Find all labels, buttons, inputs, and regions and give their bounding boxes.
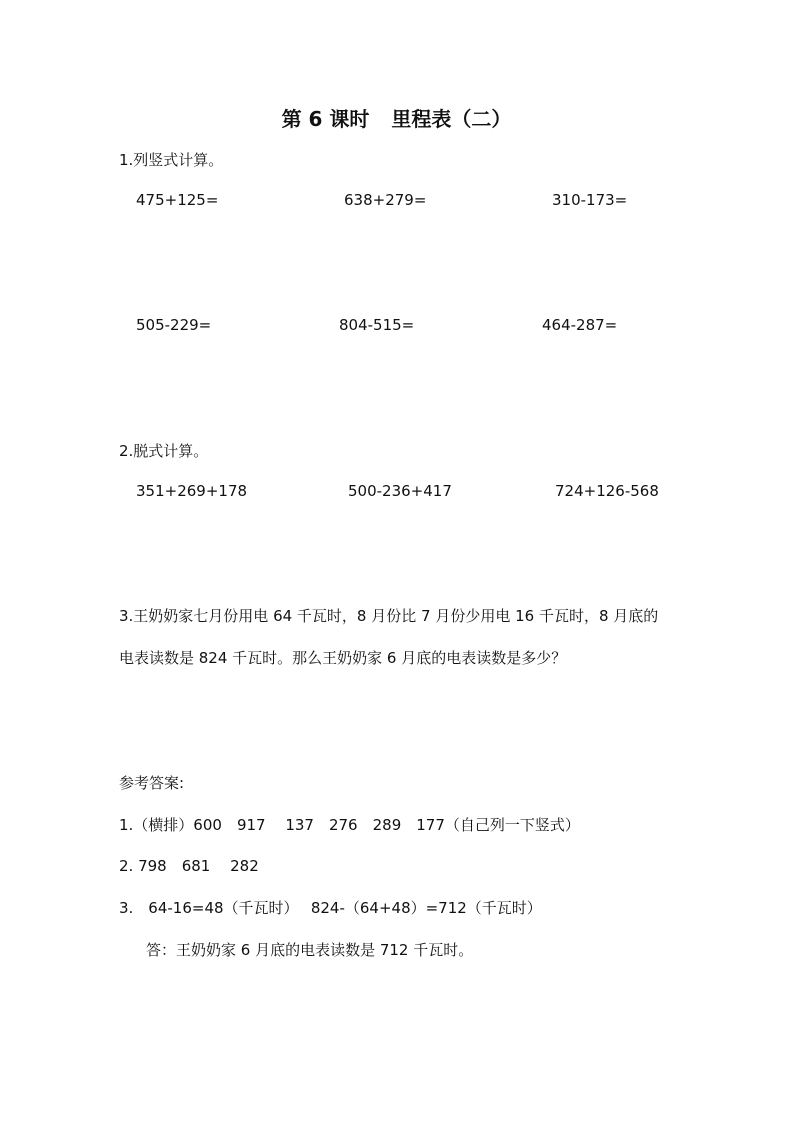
expression: 500-236+417 [348,482,452,500]
expression: 804-515= [339,316,415,334]
title-topic: 里程表（二） [391,107,512,131]
section2-heading: 2.脱式计算。 [119,442,209,460]
section1-heading: 1.列竖式计算。 [119,151,224,169]
page-title [0,103,793,132]
expression: 638+279= [344,191,427,209]
expression: 351+269+178 [136,482,248,500]
answer-line: 2. 798 681 282 [119,857,259,875]
expression: 310-173= [552,191,628,209]
expression: 464-287= [542,316,618,334]
expression: 505-229= [136,316,212,334]
word-problem-line: 3.王奶奶家七月份用电 64 千瓦时，8 月份比 7 月份少用电 16 千瓦时，8 月底的 [119,607,659,625]
answer-line: 3. 64-16=48（千瓦时） 824-（64+48）=712（千瓦时） [119,899,542,917]
expression: 475+125= [136,191,219,209]
title-lesson: 第 6 课时 [281,107,370,131]
answer-statement: 答：王奶奶家 6 月底的电表读数是 712 千瓦时。 [146,941,474,959]
word-problem-line: 电表读数是 824 千瓦时。那么王奶奶家 6 月底的电表读数是多少？ [119,649,567,667]
answer-line: 1.（横排）600 917 137 276 289 177（自己列一下竖式） [119,816,580,834]
answers-heading: 参考答案: [119,774,185,792]
expression: 724+126-568 [555,482,659,500]
